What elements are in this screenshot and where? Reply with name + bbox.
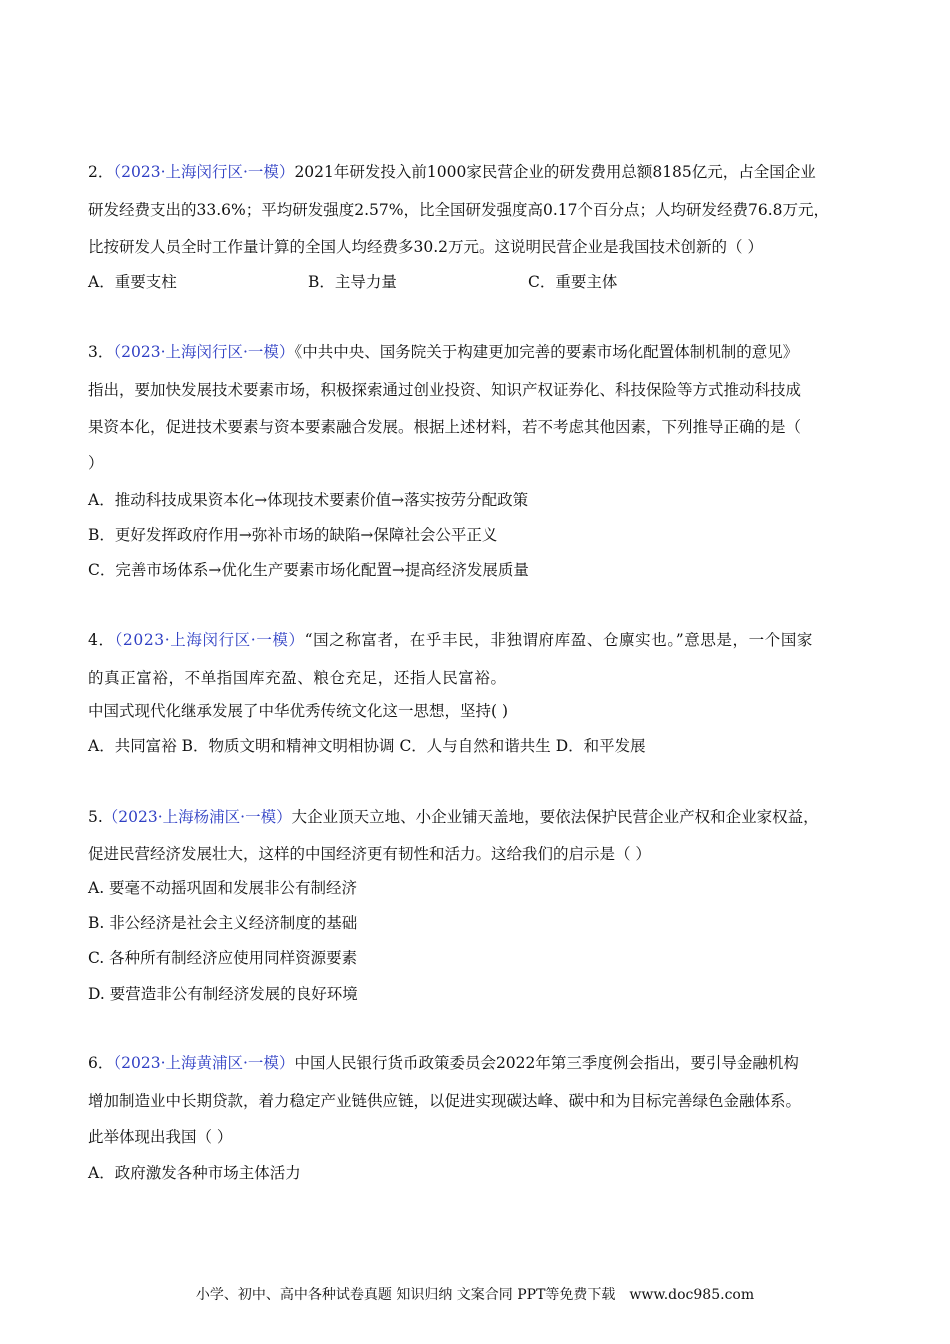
q4-source: （2023·上海闵行区·一模）	[114, 631, 305, 649]
q5-line-2: 促进民营经济发展壮大，这样的中国经济更有韧性和活力。这给我们的启示是（ ）	[88, 845, 651, 863]
q2-option-b: B．主导力量	[308, 273, 397, 291]
q5-option-c: C. 各种所有制经济应使用同样资源要素	[88, 949, 358, 967]
q6-line-2: 增加制造业中长期贷款，着力稳定产业链供应链，以促进实现碳达峰、碳中和为目标完善绿色金融体系。	[88, 1092, 802, 1110]
q4-line-3: 中国式现代化继承发展了中华优秀传统文化这一思想，坚持( )	[88, 702, 509, 720]
q2-line-1	[88, 162, 816, 182]
q3-source: （2023·上海闵行区·一模）	[113, 343, 295, 361]
q4-options: A．共同富裕 B．物质文明和精神文明相协调 C．人与自然和谐共生 D．和平发展	[88, 737, 646, 755]
q3-text-1: 《中共中央、国务院关于构建更加完善的要素市场化配置体制机制的意见》	[294, 343, 799, 361]
q6-number: 6．	[88, 1054, 114, 1072]
q5-option-a: A. 要毫不动摇巩固和发展非公有制经济	[88, 879, 358, 897]
q5-source: （2023·上海杨浦区·一模）	[102, 808, 292, 826]
q3-line-4: ）	[88, 454, 104, 472]
q6-option-a: A．政府激发各种市场主体活力	[88, 1164, 301, 1182]
q3-option-a: A．推动科技成果资本化→体现技术要素价值→落实按劳分配政策	[88, 491, 529, 509]
q3-line-3: 果资本化，促进技术要素与资本要素融合发展。根据上述材料，若不考虑其他因素，下列推导正确的是（	[88, 418, 802, 436]
q3-number: 3．	[88, 343, 114, 361]
q3-line-2: 指出，要加快发展技术要素市场，积极探索通过创业投资、知识产权证券化、科技保险等方式推动科技成	[88, 381, 802, 399]
q2-line-2: 研发经费支出的33.6%；平均研发强度2.57%，比全国研发强度高0.17个百分点；人均研发经费76.8万元，	[88, 201, 830, 219]
q6-text-1: 中国人民银行货币政策委员会2022年第三季度例会指出，要引导金融机构	[294, 1054, 799, 1072]
q2-text-1: 2021年研发投入前1000家民营企业的研发费用总额8185亿元，占全国企业	[294, 163, 816, 181]
q2-line-3: 比按研发人员全时工作量计算的全国人均经费多30.2万元。这说明民营企业是我国技术创新的（ ）	[88, 238, 763, 256]
q5-line-1	[88, 807, 819, 827]
q4-line-1	[88, 630, 813, 650]
q6-line-3: 此举体现出我国（ ）	[88, 1128, 233, 1146]
q2-source: （2023·上海闵行区·一模）	[113, 163, 295, 181]
q3-option-c: C．完善市场体系→优化生产要素市场化配置→提高经济发展质量	[88, 561, 529, 579]
q5-text-1: 大企业顶天立地、小企业铺天盖地，要依法保护民营企业产权和企业家权益，	[291, 808, 819, 826]
q5-option-b: B. 非公经济是社会主义经济制度的基础	[88, 914, 358, 932]
q6-line-1	[88, 1053, 799, 1073]
q2-number: 2．	[88, 163, 114, 181]
q5-number: 5.	[88, 808, 103, 826]
q6-source: （2023·上海黄浦区·一模）	[113, 1054, 295, 1072]
footer-text: 小学、初中、高中各种试卷真题 知识归纳 文案合同 PPT等免费下载	[195, 1287, 616, 1303]
q4-text-1: “国之称富者，在乎丰民，非独谓府库盈、仓廪实也。”意思是，一个国家	[304, 631, 814, 649]
page-footer	[0, 1286, 950, 1304]
footer-url[interactable]: www.doc985.com	[629, 1287, 755, 1303]
q2-option-a: A．重要支柱	[88, 273, 177, 291]
q3-option-b: B．更好发挥政府作用→弥补市场的缺陷→保障社会公平正义	[88, 526, 498, 544]
q4-line-2: 的真正富裕，不单指国库充盈、粮仓充足，还指人民富裕。	[88, 669, 507, 687]
q3-line-1	[88, 342, 798, 362]
q2-option-c: C．重要主体	[528, 273, 618, 291]
q4-number: 4．	[88, 631, 115, 649]
q5-option-d: D. 要营造非公有制经济发展的良好环境	[88, 985, 358, 1003]
